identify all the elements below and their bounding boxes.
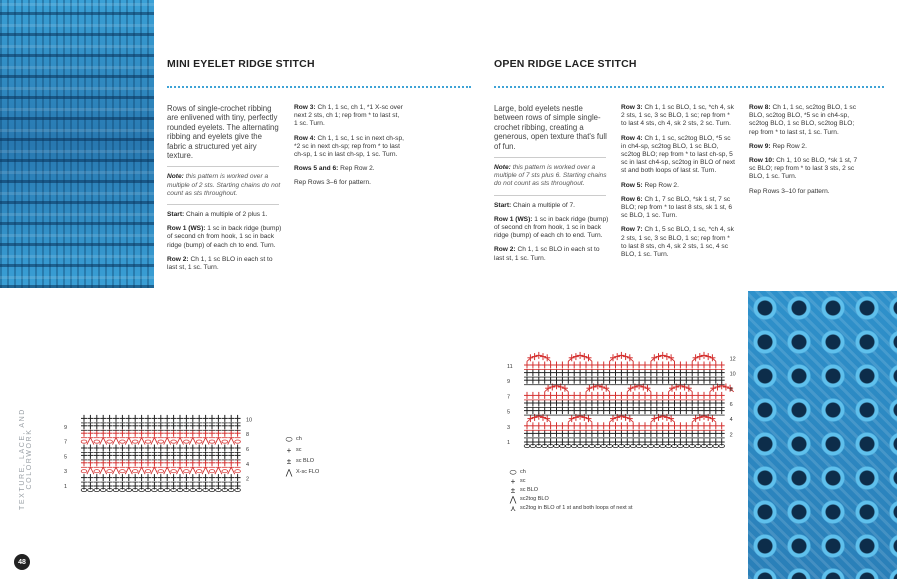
open-ridge-lace-stitch-chart [505, 348, 745, 452]
chart-row-label: 3 [507, 424, 511, 431]
chart-row-label: 5 [507, 409, 511, 416]
ch-stitch-mark [107, 470, 113, 473]
chart-row-label: 10 [729, 371, 736, 378]
left-step: Row 2: Ch 1, 1 sc BLO in each st to last st, 1 sc. Turn. [167, 255, 273, 272]
chart-row-label: 7 [64, 439, 68, 446]
x-sc-stitch-mark [164, 467, 171, 474]
left-wave-divider [167, 86, 471, 93]
legend-entry: ⋀ sc2tog BLO [506, 495, 633, 504]
note-separator [167, 204, 279, 205]
chart-row-label: 3 [64, 469, 68, 476]
ch-stitch-mark [184, 470, 190, 473]
open-ridge-lace-swatch-photo [748, 291, 897, 579]
ch-stitch-mark [222, 470, 228, 473]
right-step: Row 4: Ch 1, 1 sc, sc2tog BLO, *5 sc in ch4-sp, sc2tog BLO, 1 sc BLO, sc2tog BLO; rep from * to last ch-sp, 5 sc in last ch4-sp, sc2tog in BLO of next st and both loops of last st. Turn. [621, 134, 735, 175]
x-sc-stitch-mark [189, 438, 196, 445]
sc2tog-blo-icon: ⋀ [509, 495, 517, 504]
sc-cross-icon: + [286, 446, 292, 455]
ch-stitch-mark [196, 440, 202, 443]
right-step: Row 5: Rep Row 2. [621, 181, 679, 189]
x-sc-stitch-mark [202, 467, 209, 474]
ch-stitch-mark [184, 440, 190, 443]
x-sc-stitch-mark [189, 467, 196, 474]
x-sc-stitch-mark [113, 467, 120, 474]
chart-row-label: 1 [507, 440, 511, 446]
x-sc-stitch-mark [215, 438, 222, 445]
right-note: Note: this pattern is worked over a multiple of 7 sts plus 6. Starting chains do not count as sts throughout. [494, 164, 607, 188]
left-note: Note: this pattern is worked over a multiple of 2 sts. Starting chains do not count as sts throughout. [167, 173, 281, 197]
ch-stitch-mark [158, 440, 164, 443]
sc-blo-icon: ± [286, 457, 292, 466]
x-sc-stitch-mark [100, 467, 107, 474]
ch-oval-icon: ⬭ [285, 435, 293, 444]
sc2tog-mixed-icon: ⋏ [510, 504, 516, 513]
ch-stitch-mark [81, 440, 87, 443]
x-sc-stitch-mark [87, 438, 94, 445]
chapter-side-title: TEXTURE, LACE, AND COLORWORK [19, 408, 33, 510]
left-pattern-title: MINI EYELET RIDGE STITCH [167, 58, 315, 70]
right-step: Row 1 (WS): 1 sc in back ridge (bump) of second ch from hook, 1 sc in back ridge (bump) of each ch to end. Turn. [494, 215, 609, 240]
left-intro: Rows of single-crochet ribbing are enlivened with tiny, perfectly rounded eyelets. The alternating ribbing and eyelets give the fabric a structured yet airy texture. [167, 104, 279, 161]
chart-row-label: 6 [729, 402, 733, 408]
left-text-column-1 [167, 104, 282, 278]
left-step: Rep Rows 3–6 for pattern. [294, 179, 371, 187]
chart-row-label: 7 [507, 394, 511, 401]
ch-stitch-mark [145, 440, 151, 443]
left-text-column-2 [294, 104, 404, 194]
chart-row-label: 1 [64, 484, 68, 490]
ch-stitch-mark [209, 470, 215, 473]
right-step: Row 9: Rep Row 2. [749, 142, 807, 150]
left-step: Start: Chain a multiple of 2 plus 1. [167, 211, 268, 219]
right-step: Row 7: Ch 1, 5 sc BLO, 1 sc, *ch 4, sk 2 sts, 1 sc, 3 sc BLO, 1 sc; rep from * to last 8 sts, ch 4, sk 2 sts, 1 sc, 4 sc BLO, 1 sc. Turn. [621, 226, 734, 259]
x-sc-stitch-mark [177, 438, 184, 445]
right-step: Start: Chain a multiple of 7. [494, 201, 575, 209]
chart-row-label: 8 [729, 386, 733, 393]
x-sc-stitch-mark [125, 467, 132, 474]
right-text-column-3 [749, 104, 865, 202]
sc-blo-icon: ± [510, 486, 516, 495]
chart-row-label: 5 [64, 454, 68, 461]
right-step: Rep Rows 3–10 for pattern. [749, 187, 830, 195]
legend-entry: + sc [506, 477, 633, 486]
mini-eyelet-ridge-swatch-photo [0, 0, 154, 288]
note-separator [167, 166, 279, 167]
legend-entry: ⬭ ch [282, 434, 319, 445]
ch-stitch-mark [120, 440, 126, 443]
right-pattern-title: OPEN RIDGE LACE STITCH [494, 58, 637, 70]
right-text-column-1 [494, 104, 609, 269]
legend-entry: ⋀ X-sc FLO [282, 467, 319, 478]
chart-row-label: 2 [729, 432, 733, 439]
ch-stitch-mark [235, 440, 241, 443]
right-step: Row 8: Ch 1, 1 sc, sc2tog BLO, 1 sc BLO, sc2tog BLO, *5 sc in ch4-sp, sc2tog BLO, 1 sc BLO, sc2tog BLO; rep from * to last st, 1 sc. Turn. [749, 104, 857, 136]
chart-row-label: 8 [246, 432, 250, 439]
ch-stitch-mark [145, 470, 151, 473]
x-sc-stitch-mark [164, 438, 171, 445]
x-sc-stitch-mark [113, 438, 120, 445]
note-separator [494, 195, 606, 196]
right-wave-divider [494, 86, 884, 93]
chart-row-label: 10 [246, 417, 253, 424]
legend-entry: ± sc BLO [282, 456, 319, 467]
chart-row-label: 9 [507, 379, 511, 386]
ch-oval-icon: ⬭ [509, 468, 517, 477]
ch-stitch-mark [158, 470, 164, 473]
page-number: 48 [14, 554, 30, 570]
left-step: Row 4: Ch 1, 1 sc, 1 sc in next ch-sp, *2 sc in next ch-sp; rep from * to last ch-sp, 1 sc in last ch-sp, 1 sc. Turn. [294, 134, 404, 159]
left-chart-legend [282, 434, 319, 478]
x-sc-stitch-mark [202, 438, 209, 445]
ch-stitch-mark [235, 470, 241, 473]
mini-eyelet-stitch-chart [60, 398, 270, 498]
left-step: Row 1 (WS): 1 sc in back ridge (bump) of second ch from hook, 1 sc in back ridge (bump) of each ch to end. Turn. [167, 225, 282, 249]
chart-row-label: 6 [246, 447, 250, 453]
ch-stitch-mark [120, 470, 126, 473]
left-step: Rows 5 and 6: Rep Row 2. [294, 165, 375, 173]
right-chart-legend [506, 468, 633, 513]
right-intro: Large, bold eyelets nestle between rows of simple single-crochet ribbing, creating a generous, open texture that's full of fun. [494, 104, 607, 151]
x-sc-stitch-mark [151, 467, 158, 474]
chart-row-label: 11 [507, 364, 513, 370]
x-sc-stitch-mark [87, 467, 94, 474]
right-step: Row 6: Ch 1, 7 sc BLO, *sk 1 st, 7 sc BLO; rep from * to last 8 sts, sk 1 st, 6 sc BLO, 1 sc. Turn. [621, 195, 733, 220]
right-step: Row 2: Ch 1, 1 sc BLO in each st to last st, 1 sc. Turn. [494, 246, 600, 262]
x-sc-stitch-mark [151, 438, 158, 445]
right-text-column-2 [621, 104, 737, 265]
note-separator [494, 157, 606, 158]
ch-stitch-mark [171, 470, 177, 473]
chart-row-label: 4 [729, 417, 733, 424]
ch-stitch-mark [94, 440, 100, 443]
sc-cross-icon: + [510, 477, 516, 486]
ch-stitch-mark [222, 440, 228, 443]
chart-row-label: 9 [64, 424, 68, 431]
ch-stitch-mark [81, 470, 87, 473]
x-sc-stitch-mark [177, 467, 184, 474]
legend-entry: + sc [282, 445, 319, 456]
ch-stitch-mark [171, 440, 177, 443]
x-sc-stitch-mark [228, 467, 235, 474]
ch-stitch-mark [196, 470, 202, 473]
ch-stitch-mark [107, 440, 113, 443]
ch-stitch-mark [209, 440, 215, 443]
right-step: Row 10: Ch 1, 10 sc BLO, *sk 1 st, 7 sc BLO; rep from * to last 3 sts, 2 sc BLO, 1 sc. Turn. [749, 157, 858, 181]
ch-stitch-mark [132, 440, 138, 443]
legend-entry: ⬭ ch [506, 468, 633, 477]
x-sc-stitch-mark [138, 467, 145, 474]
x-sc-stitch-mark [228, 438, 235, 445]
x-sc-stitch-mark [100, 438, 107, 445]
x-sc-stitch-mark [215, 467, 222, 474]
legend-entry: ⋏ sc2tog in BLO of 1 st and both loops of next st [506, 504, 633, 513]
chart-row-label: 4 [246, 461, 250, 468]
legend-entry: ± sc BLO [506, 486, 633, 495]
chart-row-label: 12 [729, 356, 736, 363]
right-step: Row 3: Ch 1, 1 sc BLO, 1 sc, *ch 4, sk 2 sts, 1 sc, 3 sc BLO, 1 sc; rep from * to last 4 sts, ch 4, sk 2 sts, 2 sc. Turn. [621, 104, 734, 128]
x-sc-stitch-mark [125, 438, 132, 445]
x-sc-stitch-mark [138, 438, 145, 445]
left-step: Row 3: Ch 1, 1 sc, ch 1, *1 X-sc over next 2 sts, ch 1; rep from * to last st, 1 sc. Turn. [294, 104, 403, 128]
x-sc-flo-icon: ⋀ [285, 468, 293, 477]
chart-row-label: 2 [246, 476, 250, 483]
ch-stitch-mark [132, 470, 138, 473]
ch-stitch-mark [94, 470, 100, 473]
